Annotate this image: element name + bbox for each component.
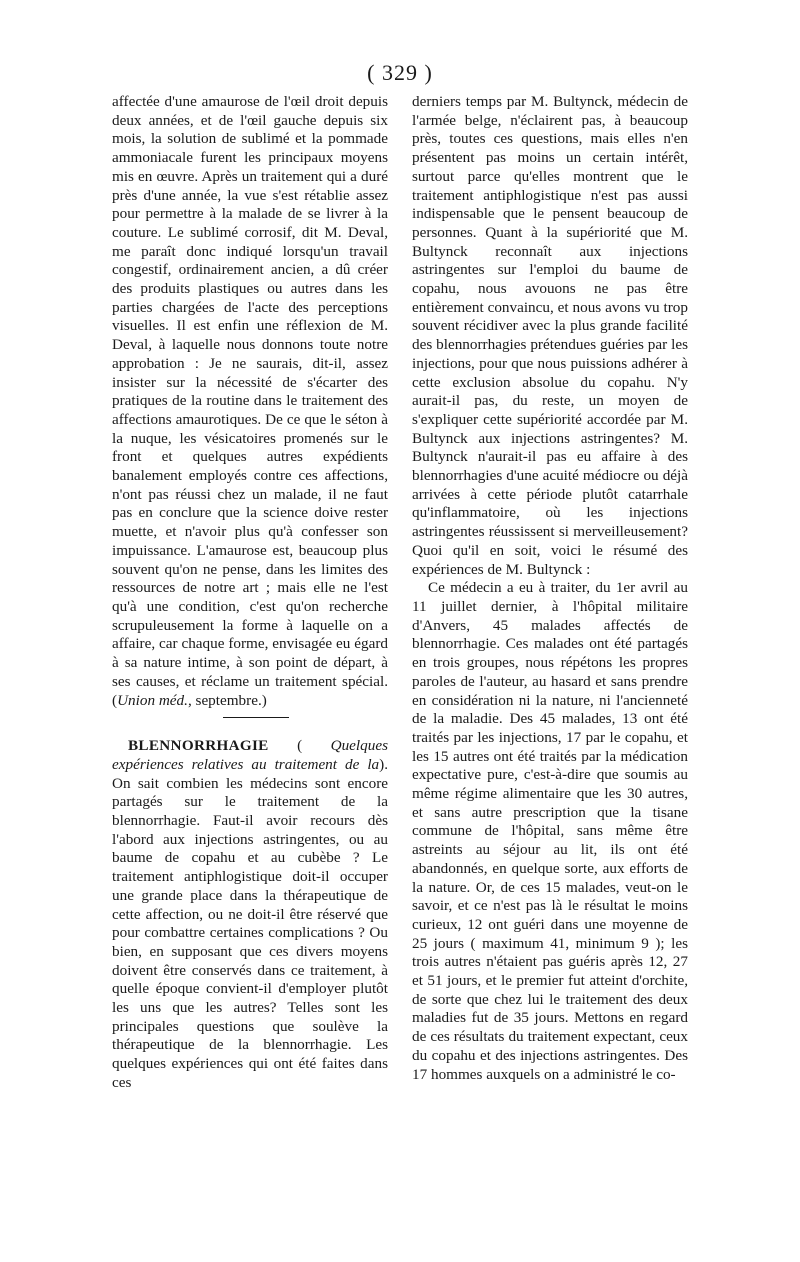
paragraph-amaurose: affectée d'une amaurose de l'œil droit depuis deux années, et de l'œil gauche depuis six mois, la solution de sublimé et la pommade ammoniacale furent les principaux moyens mis en œuvre. Après un traitement qui a duré près d'une année, la vue s'est rétablie assez pour permettre à la malade de se livrer à la couture. Le sublimé corrosif, dit M. Deval, me paraît donc indiqué lorsqu'un travail congestif, ordinairement ancien, a dû créer des produits plastiques ou autres dans les parties chargées de l'acte des perceptions visuelles. Il est enfin une réflexion de M. Deval, à laquelle nous donnons toute notre approbation : Je ne saurais, dit-il, assez insister sur la nécessité de s'écarter des pratiques de la routine dans le traitement des affections amaurotiques. De ce que le séton à la nuque, les vésicatoires promenés sur le front et quelques autres expédients banalement employés contre ces affections, n'ont pas réussi chez un malade, il ne faut pas en conclure que la science doive rester muette, et n'avoir plus qu'à confesser son impuissance. L'amaurose est, beaucoup plus souvent qu'on ne pense, dans les limites des ressources de notre art ; mais elle ne l'est qu'à une condition, c'est qu'on recherche scrupuleusement la forme à laquelle on a affaire, car chaque forme, envisagée eu égard à sa nature intime, à son point de départ, à ses causes, et réclame un traitement spécial. (Union méd., septembre.) bbox=[112, 93, 388, 709]
section-heading: BLENNORRHAGIE bbox=[128, 737, 269, 755]
paragraph-blennorrhagie: BLENNORRHAGIE ( Quelques expériences relatives au traitement de la). On sait combien les médecins sont encore partagés sur le traitement de la blennorrhagie. Faut-il avoir recours dès l'abord aux injections astringentes, ou au baume de copahu et au cubèbe ? Le traitement antiphlogistique doit-il occuper une grande place dans la thérapeutique de cette affection, ou ne doit-il être réservé que pour combattre certaines complications ? Ou bien, en supposant que ces divers moyens doivent être conservés dans ce traitement, à quelle époque convient-il d'employer plutôt les uns que les autres? Telles sont les principales questions que soulève la thérapeutique de la blennorrhagie. Les quelques expériences qui ont été faites dans ces bbox=[112, 737, 388, 1091]
page-number: ( 329 ) bbox=[367, 60, 433, 85]
left-column bbox=[112, 93, 388, 1093]
source-date: , septembre.) bbox=[187, 691, 267, 709]
paragraph-blennorrhagie-text: On sait combien les médecins sont encore partagés sur le traitement de la blennorrhagie. Faut-il avoir recours dès l'abord aux injections astringentes, ou au baume de copahu et au cubèbe ? Le traitement antiphlogistique doit-il occuper une grande place dans la thérapeutique de cette affection, ou ne doit-il être réservé que pour combattre certaines complications ? Ou bien, en supposant que ces divers moyens doivent être conservés dans ce traitement, à quelle époque convient-il d'employer plutôt les uns que les autres? Telles sont les principales questions que soulève la thérapeutique de la blennorrhagie. Les quelques expériences qui ont été faites dans ces bbox=[112, 774, 388, 1091]
paragraph-amaurose-text: affectée d'une amaurose de l'œil droit depuis deux années, et de l'œil gauche depuis six mois, la solution de sublimé et la pommade ammoniacale furent les principaux moyens mis en œuvre. Après un traitement qui a duré près d'une année, la vue s'est rétablie assez pour permettre à la malade de se livrer à la couture. Le sublimé corrosif, dit M. Deval, me paraît donc indiqué lorsqu'un travail congestif, ordinairement ancien, a dû créer des produits plastiques ou autres dans les parties chargées de l'acte des perceptions visuelles. Il est enfin une réflexion de M. Deval, à laquelle nous donnons toute notre approbation : Je ne saurais, dit-il, assez insister sur la nécessité de s'écarter des pratiques de la routine dans le traitement des affections amaurotiques. De ce que le séton à la nuque, les vésicatoires promenés sur le front et quelques autres expédients banalement employés contre ces affections, n'ont pas réussi chez un malade, il ne faut pas en conclure que la science doive rester muette, et n'avoir plus qu'à confesser son impuissance. L'amaurose est, beaucoup plus souvent qu'on ne pense, dans les limites des ressources de notre art ; mais elle ne l'est qu'à une condition, c'est qu'on recherche scrupuleusement la forme à laquelle on a affaire, car chaque forme, envisagée eu égard à sa nature intime, à son point de départ, à ses causes, et réclame un traitement spécial. bbox=[112, 93, 388, 690]
section-subheading: Quelques expériences relatives au traitement de la bbox=[112, 737, 388, 773]
right-column bbox=[412, 93, 688, 1084]
section-divider bbox=[223, 717, 289, 718]
paragraph-bultynck: derniers temps par M. Bultynck, médecin de l'armée belge, n'éclairent pas, à beaucoup près, toutes ces questions, mais elles n'en présentent pas moins un certain intérêt, surtout parce qu'elles montrent que le traitement antiphlogistique n'est pas aussi indispensable que le pensent beaucoup de personnes. Quant à la supériorité que M. Bultynck reconnaît aux injections astringentes sur l'emploi du baume de copahu, nous avouons ne pas être entièrement convaincu, et nous avons vu trop souvent récidiver avec la plus grande facilité des blennorrhagies prétendues guéries par les injections, pour que nous puissions adhérer à cette exclusion absolue du copahu. N'y aurait-il pas, du reste, un moyen de s'expliquer cette supériorité accordée par M. Bultynck aux injections astringentes? M. Bultynck n'aurait-il pas eu affaire à des blennorrhagies d'une acuité médiocre ou déjà arrivées à cette période plutôt catarrhale qu'inflammatoire, où les injections astringentes réussissent si merveilleusement? Quoi qu'il en soit, voici le résumé des expériences de M. Bultynck : bbox=[412, 93, 688, 578]
source-citation: Union méd. bbox=[117, 691, 188, 709]
paragraph-experiences: Ce médecin a eu à traiter, du 1er avril au 11 juillet dernier, à l'hôpital militaire d'Anvers, 45 malades affectés de blennorrhagie. Ces malades ont été partagés en trois groupes, nous répétons les propres paroles de l'auteur, au hasard et sans prendre en considération ni la nature, ni l'ancienneté de la maladie. Des 45 malades, 13 ont été traités par les injections, 17 par le copahu, et les 15 autres ont été traités par la médication expectative pure, c'est-à-dire que soumis au même régime alimentaire que les 30 autres, et sans autre prescription que la tisane commune de l'hôpital, sans même être astreints au séjour au lit, ils ont été abandonnés, en quelque sorte, aux efforts de la nature. Or, de ces 15 malades, veut-on le savoir, et ce n'est pas là le résultat le moins curieux, 12 ont guéri dans une moyenne de 25 jours ( maximum 41, minimum 9 ); les trois autres n'étaient pas guéris après 12, 27 et 51 jours, et le premier fut atteint d'orchite, de sorte que chez lui le traitement des deux maladies fut de 35 jours. Mettons en regard de ces résultats du traitement expectant, ceux du copahu et des injections astringentes. Des 17 hommes auxquels on a administré le co- bbox=[412, 579, 688, 1083]
